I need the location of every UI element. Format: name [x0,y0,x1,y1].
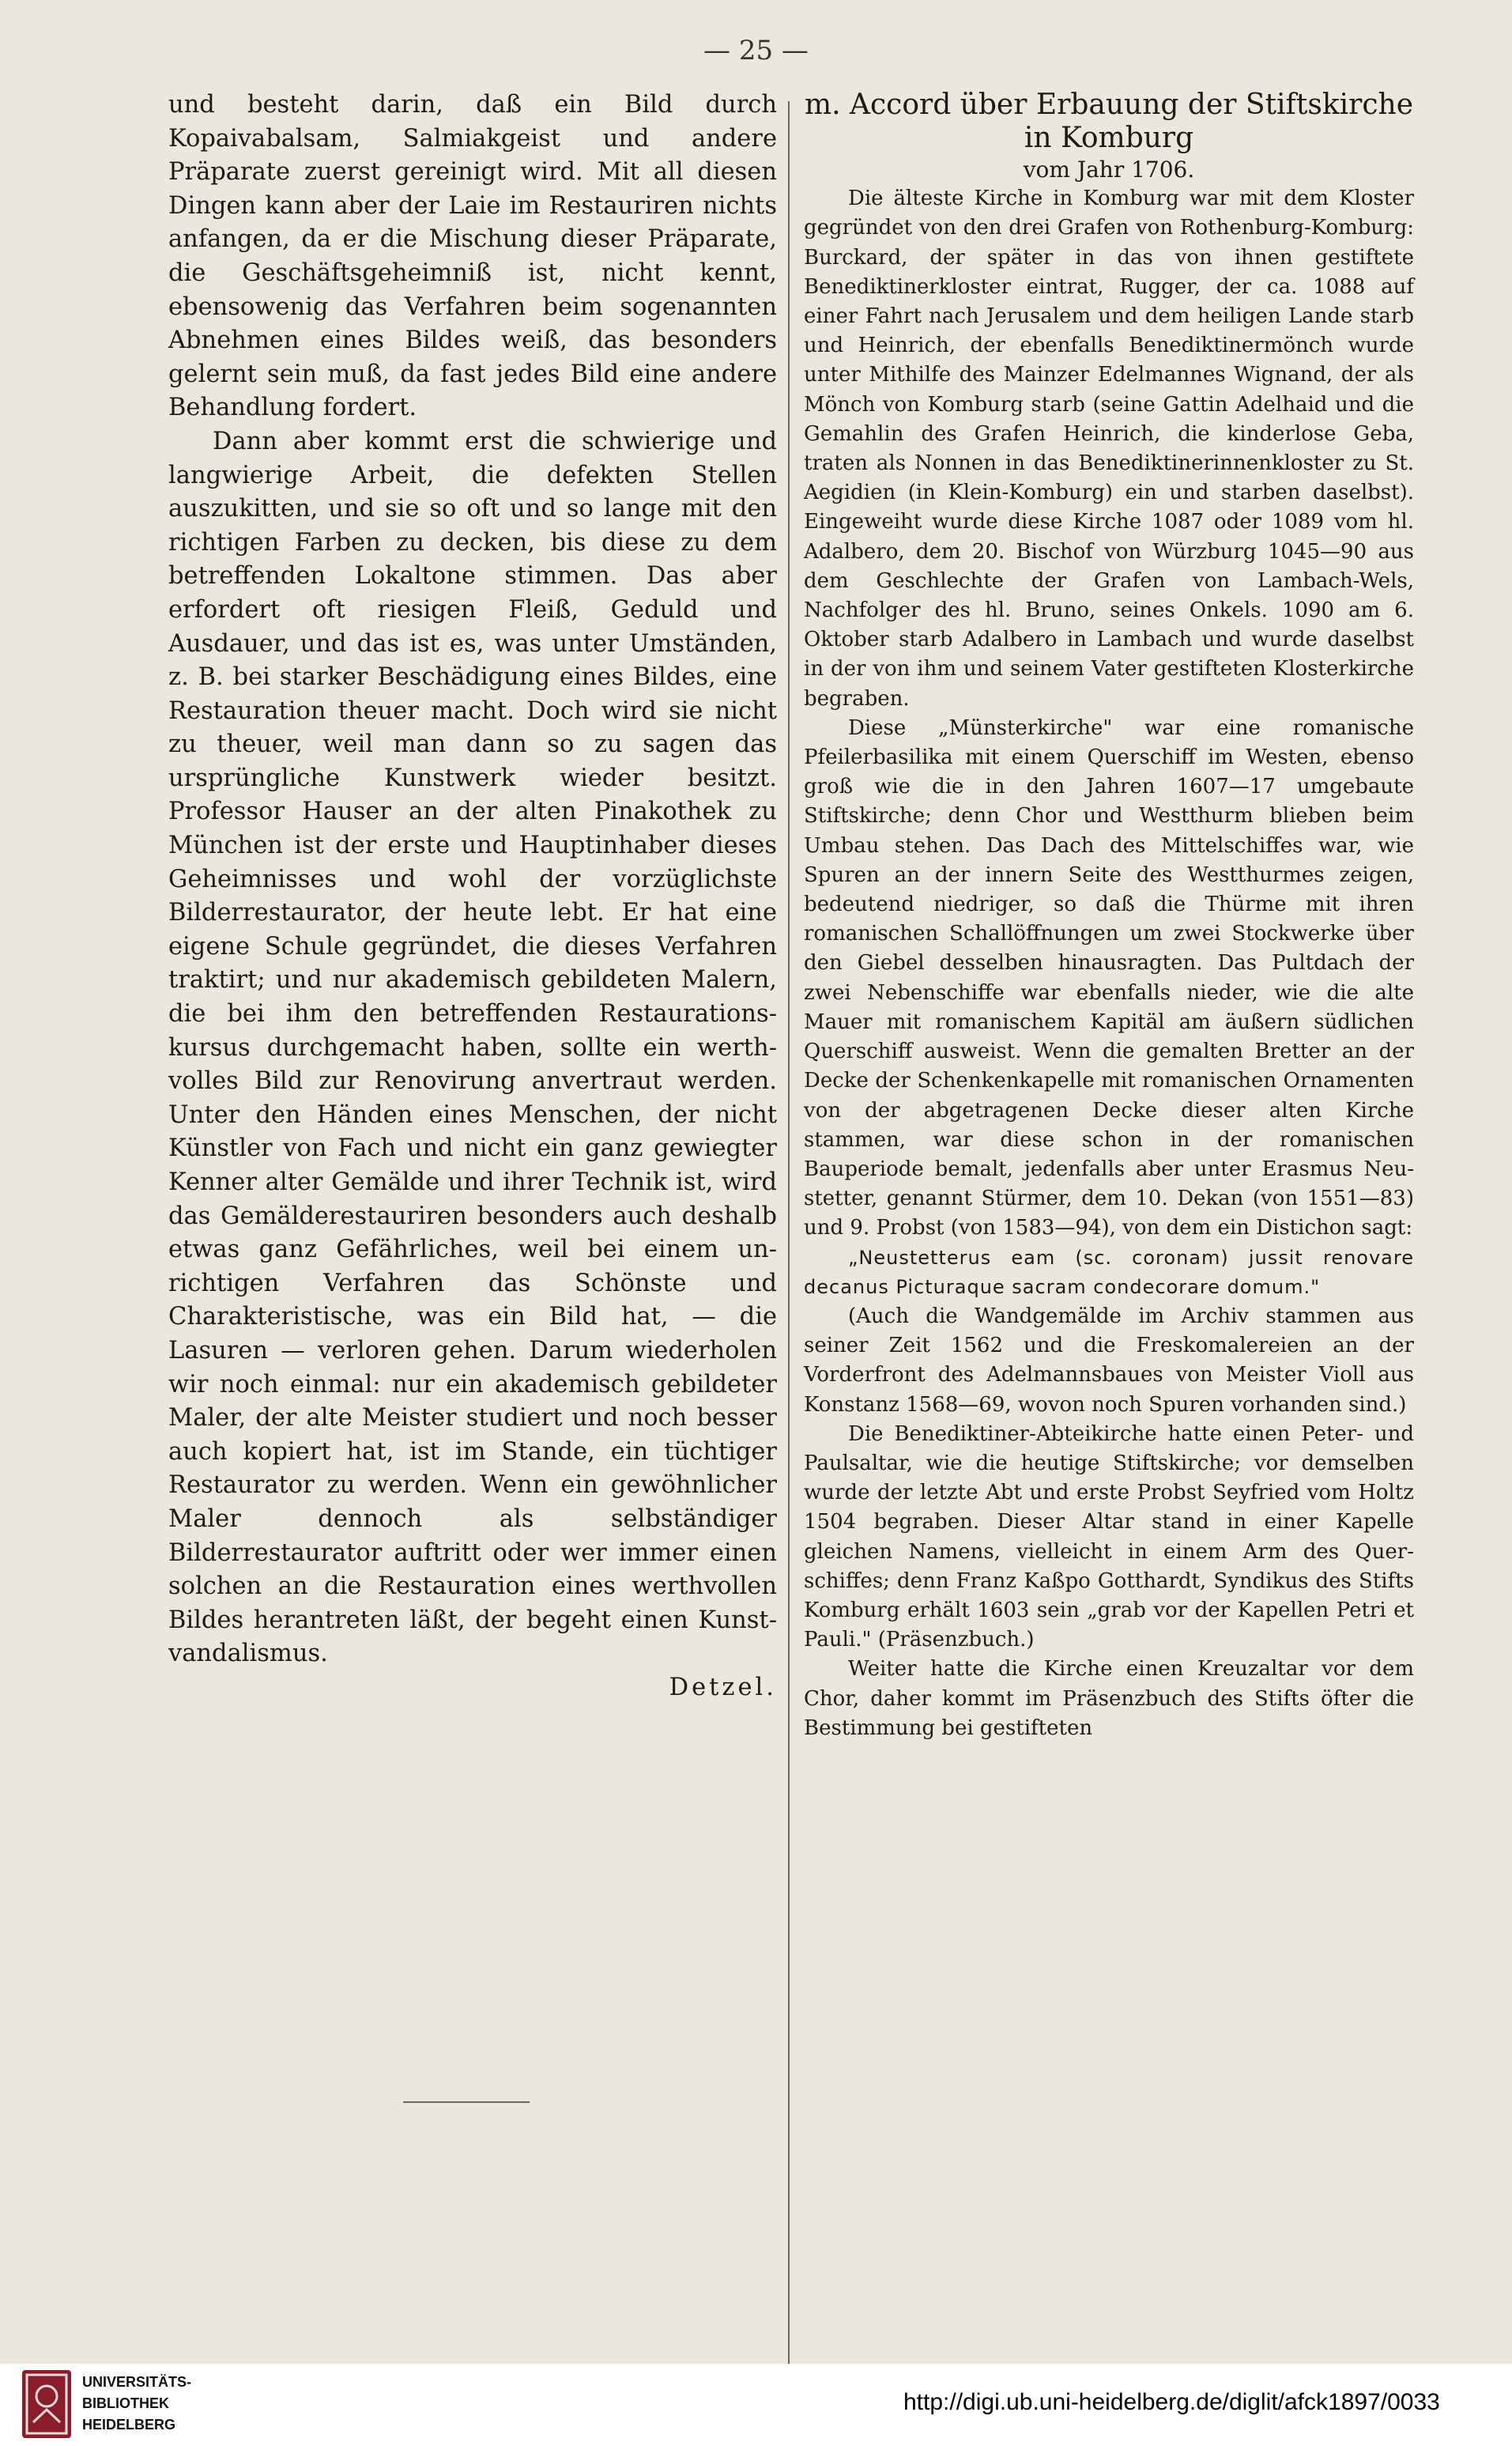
end-rule [403,2101,530,2103]
section-title: m. Accord über Erbauung der Stiftskirche in Komburg [804,89,1414,154]
digitization-footer [0,2364,1512,2446]
section-subtitle: vom Jahr 1706. [1023,157,1195,183]
right-column [804,89,1414,1743]
right-paragraph-4: Die Benediktiner-Abteikirche hatte einen Peter- und Paulsaltar, wie die heutige Stiftskirche; vor demselben wurde der letzte Abt und erste Probst Seyfried vom Holtz 1504 begraben. Dieser Altar stand in einer Kapelle gleichen Namens, vielleicht in einem Arm des Querschiffes; denn Franz Kaßpo Gotthardt, Syndikus des Stifts Komburg erhält 1603 sein „grab vor der Kapellen Petri et Pauli." (Präsenzbuch.) [804,1421,1414,1652]
latin-quote: „Neustetterus eam (sc. coronam) jussit renovare decanus Picturaque sacram condecorare domum." [804,1246,1414,1298]
right-paragraph-2: Diese „Münsterkirche" war eine romanische Pfeilerbasilika mit einem Querschiff im Westen, ebenso groß wie die in den Jahren 1607—17 umgebaute Stiftskirche; denn Chor und Westthurm blieben beim Umbau stehen. Das Dach des Mittelschiffes war, wie Spuren an der innern Seite des Westthurmes zeigen, bedeutend niedriger, so daß die Thürme mit ihren romanischen Schallöffnungen um zwei Stockwerke über den Giebel desselben hinausragten. Das Pultdach der zwei Nebenschiffe war ebenfalls nieder, wie die alte Mauer mit romanischem Kapitäl am äußern südlichen Querschiff ausweist. Wenn die gemalten Bretter an der Decke der Schenkenkapelle mit romanischen Ornamenten von der abgetragenen Decke dieser alten Kirche stammen, war diese schon in der romanischen Bauperiode bemalt, jedenfalls aber unter Erasmus Neustetter, genannt Stürmer, dem 10. Dekan (von 1551—83) und 9. Probst (von 1583—94), von dem ein Distichon sagt: [804,715,1414,1240]
permalink-url[interactable]: http://digi.ub.uni-heidelberg.de/diglit/afck1897/0033 [903,2389,1440,2415]
left-paragraph-2: Dann aber kommt erst die schwierige und langwierige Arbeit, die defekten Stellen auszukitten, und sie so oft und so lange mit den richtigen Farben zu decken, bis diese zu dem betreffenden Lokaltone stimmen. Das aber erfordert oft riesigen Fleiß, Geduld und Ausdauer, und das ist es, was unter Umständen, z. B. bei starker Beschädigung eines Bildes, eine Restauration theuer macht. Doch wird sie nicht zu theuer, weil man dann so zu sagen das ursprüngliche Kunstwerk wieder besitzt. Professor Hauser an der alten Pinakothek zu München ist der erste und Hauptinhaber dieses Geheimnisses und wohl der vorzüglichste Bilderrestaurator, der heute lebt. Er hat eine eigene Schule gegründet, die dieses Verfahren traktirt; und nur akademisch gebildeten Malern, die bei ihm den betreffenden Restaurationskursus durchgemacht haben, sollte ein werthvolles Bild zur Renovirung anvertraut werden. Unter den Händen eines Menschen, der nicht Künstler von Fach und nicht ein ganz gewiegter Kenner alter Gemälde und ihrer Technik ist, wird das Gemälderestauriren besonders auch deshalb etwas ganz Gefährliches, weil bei einem unrichtigen Verfahren das Schönste und Charakteristische, was ein Bild hat, — die Lasuren — verloren gehen. Darum wiederholen wir noch einmal: nur ein akademisch gebildeter Maler, der alte Meister studiert und noch besser auch kopiert hat, ist im Stande, ein tüchtiger Restaurator zu werden. Wenn ein gewöhnlicher Maler dennoch als selbständiger Bilderrestaurator auftritt oder wer immer einen solchen an die Restauration eines werthvollen Bildes herantreten läßt, der begeht einen Kunstvandalismus. [168,427,777,1668]
right-paragraph-5: Weiter hatte die Kirche einen Kreuzaltar vor dem Chor, daher kommt im Präsenzbuch des Stifts öfter die Bestimmung bei gestifteten [804,1657,1414,1740]
library-name-line-2: BIBLIOTHEK [82,2395,169,2411]
left-column [168,89,777,1705]
right-paragraph-3: (Auch die Wandgemälde im Archiv stammen aus seiner Zeit 1562 und die Freskomalereien an der Vorderfront des Adelmannsbaues von Meister Violl aus Konstanz 1568—69, wovon noch Spuren vorhanden sind.) [804,1304,1414,1417]
library-logo-icon [22,2370,71,2438]
library-name [82,2372,191,2436]
author-signature: Detzel. [669,1673,777,1701]
column-divider [788,101,790,2370]
library-name-line-1: UNIVERSITÄTS- [82,2374,192,2390]
page-number: — 25 — [703,35,809,66]
right-paragraph-1: Die älteste Kirche in Komburg war mit dem Kloster gegründet von den drei Grafen von Rothenburg-Komburg: Burckard, der später in das von ihnen gestiftete Benediktinerkloster eintrat, Rugger, der ca. 1088 auf einer Fahrt nach Jerusalem und dem heiligen Lande starb und Heinrich, der ebenfalls Benediktinermönch wurde unter Mithilfe des Mainzer Edelmannes Wignand, der als Mönch von Komburg starb (seine Gattin Adelhaid und die Gemahlin des Grafen Heinrich, die kinderlose Geba, traten als Nonnen in das Benediktinerinnenkloster zu St. Aegidien (in Klein-Komburg) ein und starben daselbst). Eingeweiht wurde diese Kirche 1087 oder 1089 vom hl. Adalbero, dem 20. Bischof von Würzburg 1045—90 aus dem Geschlechte der Grafen von Lambach-Wels, Nachfolger des hl. Bruno, seines Onkels. 1090 am 6. Oktober starb Adalbero in Lambach und wurde daselbst in der von ihm und seinem Vater gestifteten Klosterkirche begraben. [804,187,1414,711]
left-paragraph-1: und besteht darin, daß ein Bild durch Kopaivabalsam, Salmiakgeist und andere Präparate zuerst gereinigt wird. Mit all diesen Dingen kann aber der Laie im Restauriren nichts anfangen, da er die Mischung dieser Präparate, die Geschäftsgeheimniß ist, nicht kennt, ebensowenig das Verfahren beim sogenannten Abnehmen eines Bildes weiß, das besonders gelernt sein muß, da fast jedes Bild eine andere Behandlung fordert. [168,91,777,422]
library-name-line-3: HEIDELBERG [82,2417,176,2433]
